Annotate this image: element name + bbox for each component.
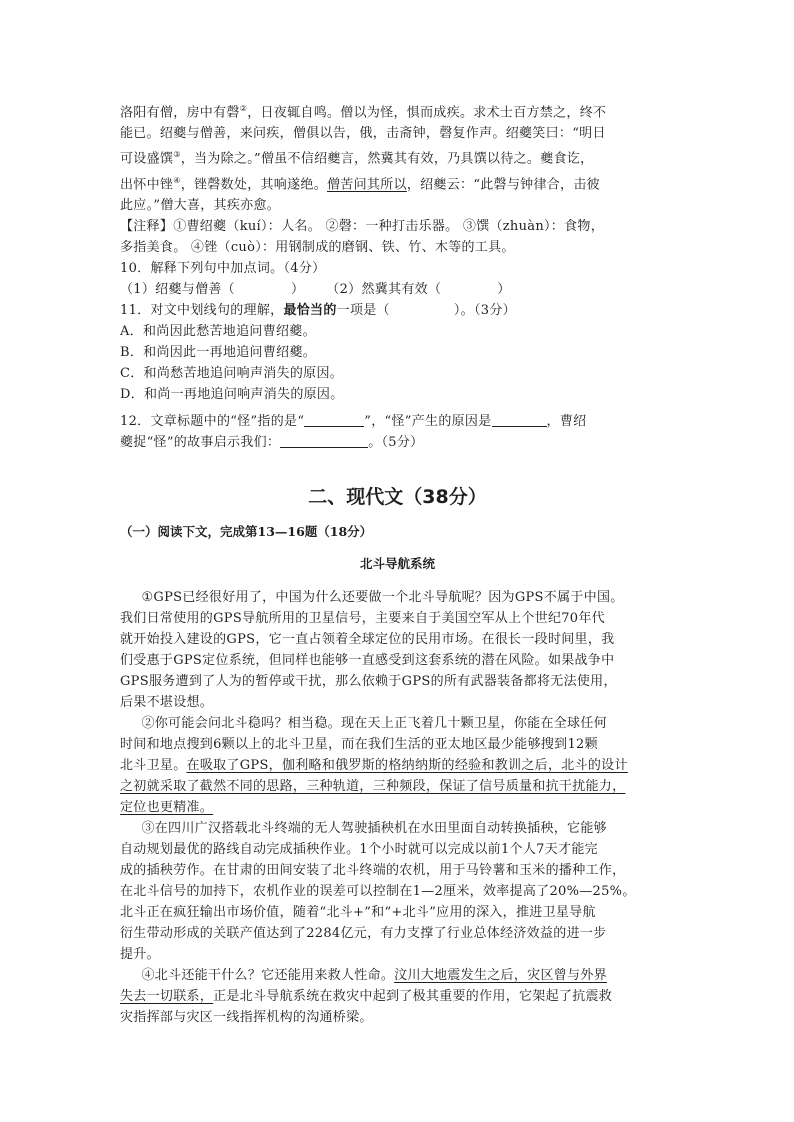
underlined-sentence: 在吸取了GPS，伽利略和俄罗斯的格纳纳斯的经验和教训之后，北斗的设计 xyxy=(186,757,628,773)
emphasis-text: 最恰当的 xyxy=(283,302,337,318)
p1-line: 们受惠于GPS定位系统，但同样也能够一直感受到这套系统的潜在风险。如果战争中 xyxy=(120,652,615,668)
p1-line: GPS服务遭到了人为的暂停或干扰，那么依赖于GPS的所有武器装备都将无法使用， xyxy=(120,673,617,689)
question-10-items: （1）绍夔与僧善（ ） （2）然冀其有效（ ） xyxy=(120,281,511,297)
answer-blank-12-2[interactable] xyxy=(492,413,547,427)
p3-line: 自动规划最优的路线自动完成插秧作业。1个小时就可以完成以前1个人7天才能完 xyxy=(120,841,598,857)
subsection-heading: （一）阅读下文，完成第13—16题（18分） xyxy=(120,523,373,539)
underlined-sentence: 失去一切联系， xyxy=(120,988,214,1004)
p2-line: ②你可能会问北斗稳吗？相当稳。现在天上正飞着几十颗卫星，你能在全球任何 xyxy=(141,715,607,731)
question-11: 11．对文中划线句的理解，最恰当的一项是（ ）。（3分） xyxy=(120,302,516,318)
classical-passage xyxy=(120,98,675,216)
question-10: 10．解释下列句中加点词。（4分） xyxy=(120,260,326,276)
p4-line: ④北斗还能干什么？它还能用来救人性命。汶川大地震发生之后，灾区曾与外界 xyxy=(141,967,607,983)
underlined-sentence: 汶川大地震发生之后，灾区曾与外界 xyxy=(394,967,607,983)
p1-line: ①GPS已经很好用了，中国为什么还要做一个北斗导航呢？因为GPS不属于中国。 xyxy=(141,589,624,605)
passage-line-3: 可设盛馔③，当为除之。”僧虽不信绍夔言，然冀其有效，乃具馔以待之。夔食讫， xyxy=(120,150,594,167)
underlined-sentence: 僧苦问其所以 xyxy=(327,176,407,192)
p2-line-underlined: 之初就采取了截然不同的思路，三种轨道，三种频段，保证了信号质量和抗干扰能力， xyxy=(120,778,626,794)
p4-line: 灾指挥部与灾区一线指挥机构的沟通桥梁。 xyxy=(120,1009,373,1025)
note-marker-3: ③ xyxy=(173,150,181,160)
p3-line: 在北斗信号的加持下，农机作业的误差可以控制在1—2厘米，效率提高了20%—25%。 xyxy=(120,883,636,899)
option-c: C．和尚愁苦地追问响声消失的原因。 xyxy=(120,365,344,381)
question-12-line-1: 12．文章标题中的“怪”指的是“ ”，“怪”产生的原因是 ，曹绍 xyxy=(120,413,587,429)
passage-line-5: 此应。”僧大喜，其疾亦愈。 xyxy=(120,197,281,213)
exam-page xyxy=(120,98,675,1028)
section-heading: 二、现代文（38分） xyxy=(308,485,487,508)
p3-line: 提升。 xyxy=(120,946,160,962)
option-b: B．和尚因此一再地追问曹绍夔。 xyxy=(120,344,317,360)
underlined-sentence: 定位也更精准。 xyxy=(120,799,214,815)
p3-line: 衍生带动形成的关联产值达到了2284亿元，有力支撑了行业总体经济效益的进一步 xyxy=(120,925,607,941)
article-title: 北斗导航系统 xyxy=(359,556,435,572)
annotation-line-2: 多指美食。 ④锉（cuò）：用钢制成的磨钢、铁、竹、木等的工具。 xyxy=(120,239,515,255)
p3-line: ③在四川广汉搭载北斗终端的无人驾驶插秧机在水田里面自动转换插秧，它能够 xyxy=(141,820,607,836)
article-paragraph-2 xyxy=(120,713,675,818)
answer-blank-12-3[interactable] xyxy=(280,434,368,448)
p3-line: 成的插秧劳作。在甘肃的田间安装了北斗终端的农机，用于马铃薯和玉米的播种工作， xyxy=(120,862,626,878)
p1-line: 就开始投入建设的GPS，它一直占领着全球定位的民用市场。在很长一段时间里，我 xyxy=(120,631,615,647)
p1-line: 我们日常使用的GPS导航所用的卫星信号，主要来自于美国空军从上个世纪70年代 xyxy=(120,610,605,626)
p2-line: 北斗卫星。在吸取了GPS，伽利略和俄罗斯的格纳纳斯的经验和教训之后，北斗的设计 xyxy=(120,757,628,773)
p2-line xyxy=(120,797,675,818)
article-paragraph-3 xyxy=(120,818,675,965)
p1-line: 后果不堪设想。 xyxy=(120,694,214,710)
p2-line: 时间和地点搜到6颗以上的北斗卫星，而在我们生活的亚太地区最少能够搜到12颗 xyxy=(120,736,598,752)
note-marker-4: ④ xyxy=(173,175,181,185)
question-12-line-2: 夔捉“怪”的故事启示我们： 。（5分） xyxy=(120,434,424,450)
article-paragraph-1 xyxy=(120,587,675,713)
answer-blank-12-1[interactable] xyxy=(304,413,364,427)
note-marker-2: ② xyxy=(239,104,248,113)
p4-line: 失去一切联系，正是北斗导航系统在救灾中起到了极其重要的作用，它架起了抗震救 xyxy=(120,988,613,1004)
annotation-line-1: 【注释】①曹绍夔（kuí）：人名。 ②磬：一种打击乐器。 ③馔（zhuàn）：食物， xyxy=(120,218,604,234)
passage-line-1: 洛阳有僧，房中有磬②，日夜辄自鸣。僧以为怪，惧而成疾。求术士百方禁之，终不 xyxy=(120,104,607,121)
option-a: A．和尚因此愁苦地追问曹绍夔。 xyxy=(120,323,316,339)
option-d: D．和尚一再地追问响声消失的原因。 xyxy=(120,386,344,402)
article-paragraph-4 xyxy=(120,965,675,1028)
passage-line-4: 出怀中锉④，锉磬数处，其响遂绝。僧苦问其所以，绍夔云：“此磬与钟律合，击彼 xyxy=(120,175,600,192)
passage-line-2: 能已。绍夔与僧善，来问疾，僧俱以告，俄，击斋钟，磬复作声。绍夔笑曰：“明日 xyxy=(120,126,606,142)
p3-line: 北斗正在疯狂输出市场价值，随着“北斗+”和“+北斗”应用的深入，推进卫星导航 xyxy=(120,904,596,920)
